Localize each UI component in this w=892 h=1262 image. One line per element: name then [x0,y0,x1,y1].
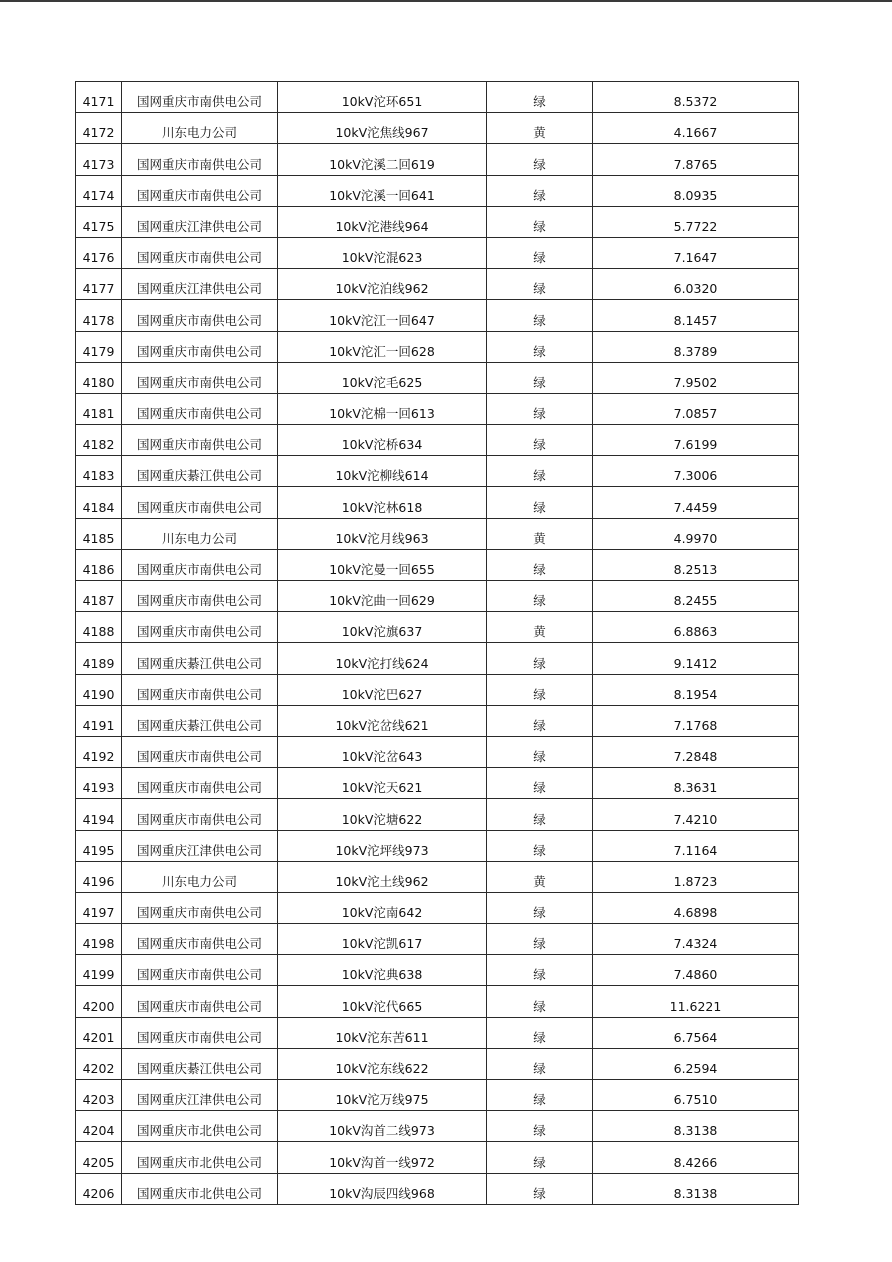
line-name-cell: 10kV沱混623 [278,237,487,268]
row-number-cell: 4176 [76,237,122,268]
company-cell: 国网重庆市南供电公司 [122,581,278,612]
row-number-cell: 4198 [76,924,122,955]
status-cell: 黄 [487,861,593,892]
table-row [76,955,799,986]
row-number-cell: 4186 [76,549,122,580]
status-cell: 黄 [487,518,593,549]
company-cell: 国网重庆市南供电公司 [122,612,278,643]
table-row [76,705,799,736]
value-cell: 8.2455 [593,581,799,612]
row-number-cell: 4195 [76,830,122,861]
status-cell: 绿 [487,705,593,736]
company-cell: 国网重庆市南供电公司 [122,549,278,580]
row-number-cell: 4177 [76,269,122,300]
value-cell: 6.8863 [593,612,799,643]
line-name-cell: 10kV沱天621 [278,768,487,799]
line-name-cell: 10kV沱曼一回655 [278,549,487,580]
value-cell: 7.4210 [593,799,799,830]
line-name-cell: 10kV沱港线964 [278,206,487,237]
table-row [76,581,799,612]
row-number-cell: 4194 [76,799,122,830]
row-number-cell: 4200 [76,986,122,1017]
value-cell: 7.4459 [593,487,799,518]
company-cell: 国网重庆市南供电公司 [122,144,278,175]
status-cell: 绿 [487,674,593,705]
company-cell: 国网重庆市南供电公司 [122,892,278,923]
table-row [76,362,799,393]
company-cell: 国网重庆市南供电公司 [122,487,278,518]
line-name-cell: 10kV沱岔线621 [278,705,487,736]
value-cell: 5.7722 [593,206,799,237]
company-cell: 国网重庆市南供电公司 [122,175,278,206]
row-number-cell: 4205 [76,1142,122,1173]
line-name-cell: 10kV沱坪线973 [278,830,487,861]
table-body [76,82,799,1205]
table-row [76,549,799,580]
table-row [76,300,799,331]
status-cell: 绿 [487,1142,593,1173]
value-cell: 4.9970 [593,518,799,549]
company-cell: 国网重庆市南供电公司 [122,955,278,986]
row-number-cell: 4184 [76,487,122,518]
line-name-cell: 10kV沱东苦611 [278,1017,487,1048]
status-cell: 绿 [487,82,593,113]
line-name-cell: 10kV沱泊线962 [278,269,487,300]
row-number-cell: 4173 [76,144,122,175]
line-name-cell: 10kV沱典638 [278,955,487,986]
line-name-cell: 10kV沱凯617 [278,924,487,955]
table-row [76,674,799,705]
line-name-cell: 10kV沱柳线614 [278,456,487,487]
value-cell: 8.0935 [593,175,799,206]
table-row [76,487,799,518]
row-number-cell: 4190 [76,674,122,705]
page-top-border [0,0,892,2]
table-row [76,768,799,799]
table-row [76,206,799,237]
line-name-cell: 10kV沱环651 [278,82,487,113]
company-cell: 国网重庆市南供电公司 [122,986,278,1017]
row-number-cell: 4171 [76,82,122,113]
company-cell: 国网重庆綦江供电公司 [122,705,278,736]
value-cell: 8.2513 [593,549,799,580]
status-cell: 绿 [487,144,593,175]
row-number-cell: 4202 [76,1048,122,1079]
line-name-cell: 10kV沱江一回647 [278,300,487,331]
table-row [76,799,799,830]
status-cell: 绿 [487,237,593,268]
status-cell: 绿 [487,1173,593,1204]
row-number-cell: 4199 [76,955,122,986]
company-cell: 国网重庆市南供电公司 [122,82,278,113]
value-cell: 8.3138 [593,1173,799,1204]
line-name-cell: 10kV沱万线975 [278,1080,487,1111]
row-number-cell: 4182 [76,425,122,456]
status-cell: 绿 [487,768,593,799]
status-cell: 绿 [487,1080,593,1111]
company-cell: 国网重庆市南供电公司 [122,924,278,955]
table-row [76,924,799,955]
value-cell: 1.8723 [593,861,799,892]
table-row [76,1048,799,1079]
table-row [76,1111,799,1142]
value-cell: 6.0320 [593,269,799,300]
value-cell: 8.1457 [593,300,799,331]
row-number-cell: 4172 [76,113,122,144]
status-cell: 绿 [487,362,593,393]
status-cell: 绿 [487,1048,593,1079]
row-number-cell: 4175 [76,206,122,237]
status-cell: 绿 [487,456,593,487]
status-cell: 绿 [487,736,593,767]
company-cell: 国网重庆市南供电公司 [122,425,278,456]
line-name-cell: 10kV沱林618 [278,487,487,518]
status-cell: 绿 [487,269,593,300]
row-number-cell: 4180 [76,362,122,393]
status-cell: 绿 [487,581,593,612]
row-number-cell: 4201 [76,1017,122,1048]
table-row [76,861,799,892]
row-number-cell: 4179 [76,331,122,362]
table-row [76,175,799,206]
value-cell: 6.2594 [593,1048,799,1079]
company-cell: 国网重庆市南供电公司 [122,331,278,362]
value-cell: 7.2848 [593,736,799,767]
line-name-cell: 10kV沱月线963 [278,518,487,549]
value-cell: 7.1647 [593,237,799,268]
company-cell: 国网重庆市南供电公司 [122,768,278,799]
company-cell: 国网重庆市南供电公司 [122,736,278,767]
line-name-cell: 10kV沱代665 [278,986,487,1017]
company-cell: 国网重庆綦江供电公司 [122,643,278,674]
status-cell: 绿 [487,331,593,362]
line-name-cell: 10kV沟辰四线968 [278,1173,487,1204]
line-name-cell: 10kV沱曲一回629 [278,581,487,612]
line-name-cell: 10kV沱棉一回613 [278,393,487,424]
row-number-cell: 4196 [76,861,122,892]
line-name-cell: 10kV沱旗637 [278,612,487,643]
row-number-cell: 4206 [76,1173,122,1204]
status-cell: 绿 [487,300,593,331]
table-row [76,986,799,1017]
line-name-cell: 10kV沟首一线972 [278,1142,487,1173]
company-cell: 国网重庆綦江供电公司 [122,1048,278,1079]
line-name-cell: 10kV沱打线624 [278,643,487,674]
row-number-cell: 4193 [76,768,122,799]
value-cell: 9.1412 [593,643,799,674]
table-row [76,237,799,268]
table-row [76,393,799,424]
row-number-cell: 4189 [76,643,122,674]
table-row [76,331,799,362]
table-row [76,144,799,175]
company-cell: 国网重庆江津供电公司 [122,206,278,237]
status-cell: 绿 [487,206,593,237]
company-cell: 国网重庆市南供电公司 [122,674,278,705]
row-number-cell: 4187 [76,581,122,612]
line-name-cell: 10kV沱汇一回628 [278,331,487,362]
status-cell: 绿 [487,799,593,830]
value-cell: 7.1164 [593,830,799,861]
status-cell: 绿 [487,1017,593,1048]
company-cell: 国网重庆市北供电公司 [122,1173,278,1204]
row-number-cell: 4203 [76,1080,122,1111]
line-name-cell: 10kV沱桥634 [278,425,487,456]
line-name-cell: 10kV沱塘622 [278,799,487,830]
status-cell: 绿 [487,830,593,861]
company-cell: 国网重庆市北供电公司 [122,1111,278,1142]
table-row [76,892,799,923]
value-cell: 7.0857 [593,393,799,424]
line-name-cell: 10kV沟首二线973 [278,1111,487,1142]
value-cell: 7.1768 [593,705,799,736]
table-row [76,1017,799,1048]
value-cell: 8.3138 [593,1111,799,1142]
line-name-cell: 10kV沱溪一回641 [278,175,487,206]
row-number-cell: 4181 [76,393,122,424]
row-number-cell: 4185 [76,518,122,549]
table-row [76,830,799,861]
line-name-cell: 10kV沱溪二回619 [278,144,487,175]
company-cell: 国网重庆江津供电公司 [122,269,278,300]
company-cell: 国网重庆市北供电公司 [122,1142,278,1173]
table-row [76,456,799,487]
status-cell: 绿 [487,393,593,424]
table-row [76,1080,799,1111]
status-cell: 绿 [487,549,593,580]
status-cell: 黄 [487,113,593,144]
company-cell: 国网重庆市南供电公司 [122,300,278,331]
row-number-cell: 4174 [76,175,122,206]
table-row [76,643,799,674]
line-name-cell: 10kV沱焦线967 [278,113,487,144]
status-cell: 绿 [487,643,593,674]
row-number-cell: 4197 [76,892,122,923]
status-cell: 绿 [487,924,593,955]
status-cell: 绿 [487,175,593,206]
value-cell: 8.1954 [593,674,799,705]
company-cell: 国网重庆市南供电公司 [122,362,278,393]
company-cell: 国网重庆市南供电公司 [122,1017,278,1048]
line-name-cell: 10kV沱岔643 [278,736,487,767]
value-cell: 8.5372 [593,82,799,113]
value-cell: 11.6221 [593,986,799,1017]
status-cell: 绿 [487,892,593,923]
value-cell: 7.3006 [593,456,799,487]
value-cell: 7.4324 [593,924,799,955]
value-cell: 4.6898 [593,892,799,923]
value-cell: 8.4266 [593,1142,799,1173]
status-cell: 绿 [487,955,593,986]
table-row [76,82,799,113]
value-cell: 7.8765 [593,144,799,175]
status-cell: 绿 [487,425,593,456]
company-cell: 国网重庆江津供电公司 [122,1080,278,1111]
table-row [76,425,799,456]
table-row [76,1142,799,1173]
table-row [76,269,799,300]
row-number-cell: 4191 [76,705,122,736]
value-cell: 8.3631 [593,768,799,799]
line-name-cell: 10kV沱东线622 [278,1048,487,1079]
company-cell: 川东电力公司 [122,518,278,549]
row-number-cell: 4183 [76,456,122,487]
company-cell: 川东电力公司 [122,113,278,144]
line-name-cell: 10kV沱巴627 [278,674,487,705]
value-cell: 7.4860 [593,955,799,986]
table-row [76,612,799,643]
company-cell: 国网重庆綦江供电公司 [122,456,278,487]
row-number-cell: 4178 [76,300,122,331]
status-cell: 绿 [487,986,593,1017]
row-number-cell: 4204 [76,1111,122,1142]
table-row [76,1173,799,1204]
status-cell: 绿 [487,1111,593,1142]
value-cell: 6.7510 [593,1080,799,1111]
line-name-cell: 10kV沱南642 [278,892,487,923]
line-name-cell: 10kV沱土线962 [278,861,487,892]
row-number-cell: 4192 [76,736,122,767]
table-row [76,518,799,549]
table-row [76,113,799,144]
company-cell: 国网重庆江津供电公司 [122,830,278,861]
value-cell: 4.1667 [593,113,799,144]
value-cell: 7.6199 [593,425,799,456]
company-cell: 国网重庆市南供电公司 [122,393,278,424]
data-table [75,81,799,1205]
status-cell: 绿 [487,487,593,518]
row-number-cell: 4188 [76,612,122,643]
value-cell: 7.9502 [593,362,799,393]
company-cell: 国网重庆市南供电公司 [122,237,278,268]
table-row [76,736,799,767]
company-cell: 川东电力公司 [122,861,278,892]
value-cell: 8.3789 [593,331,799,362]
status-cell: 黄 [487,612,593,643]
value-cell: 6.7564 [593,1017,799,1048]
line-name-cell: 10kV沱毛625 [278,362,487,393]
company-cell: 国网重庆市南供电公司 [122,799,278,830]
